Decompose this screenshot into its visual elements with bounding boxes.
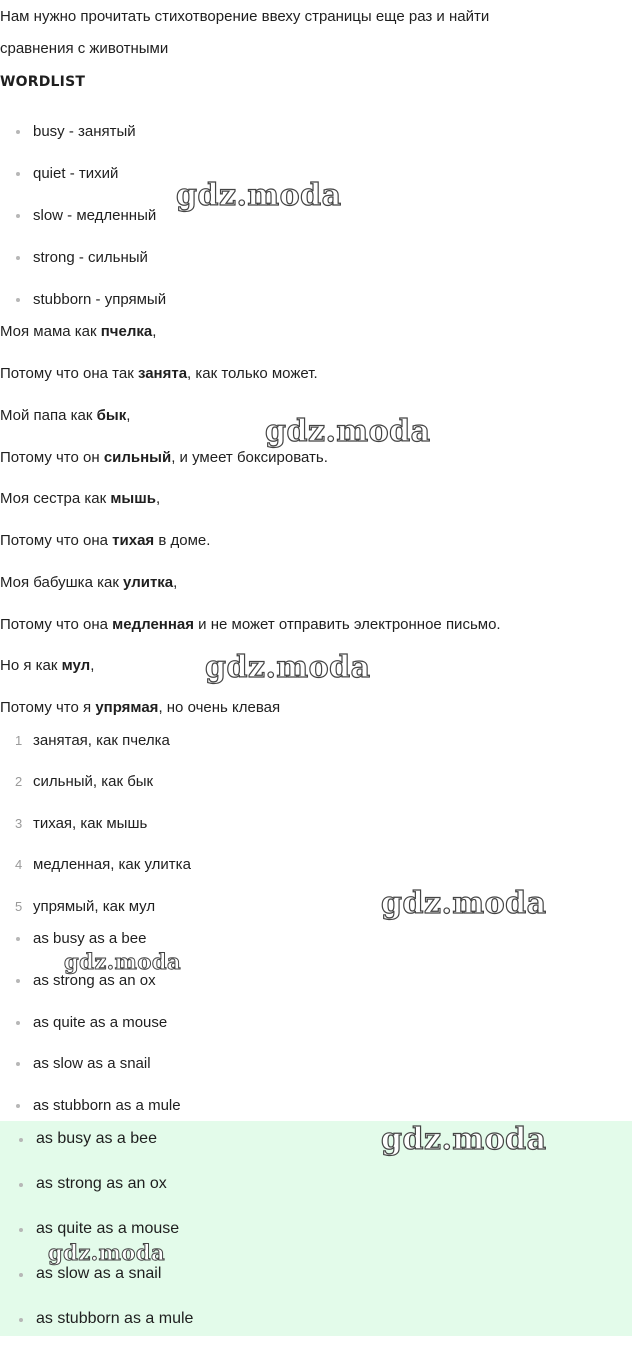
bullet-icon — [16, 214, 20, 218]
poem-line: Потому что она так занята, как только может. — [0, 365, 318, 382]
poem-line: Потому что я упрямая, но очень клевая — [0, 699, 281, 716]
watermark: gdz.moda — [381, 886, 547, 921]
watermark: gdz.moda — [381, 1122, 547, 1157]
bullet-icon — [16, 256, 20, 260]
watermark: gdz.moda — [64, 949, 182, 974]
wordlist-heading: WORDLIST — [0, 74, 86, 90]
bullet-icon — [19, 1273, 23, 1277]
watermark: gdz.moda — [48, 1240, 166, 1265]
poem-line: Потому что он сильный, и умеет боксировать. — [0, 449, 328, 466]
watermark: gdz.moda — [176, 178, 342, 213]
poem-line: Потому что она медленная и не может отправить электронное письмо. — [0, 616, 501, 633]
bullet-icon — [16, 1021, 20, 1025]
intro-line-1: Нам нужно прочитать стихотворение ввеху страницы еще раз и найти — [0, 8, 490, 25]
bullet-icon — [16, 298, 20, 302]
bullet-icon — [19, 1138, 23, 1142]
poem-line: Моя мама как пчелка, — [0, 323, 157, 340]
intro-line-2: сравнения с животными — [0, 40, 169, 57]
poem-line: Но я как мул, — [0, 657, 95, 674]
watermark: gdz.moda — [205, 650, 371, 685]
bullet-icon — [16, 937, 20, 941]
watermark: gdz.moda — [265, 414, 431, 449]
bullet-icon — [16, 1104, 20, 1108]
bullet-icon — [16, 1062, 20, 1066]
bullet-icon — [19, 1228, 23, 1232]
bullet-icon — [16, 979, 20, 983]
poem-line: Мой папа как бык, — [0, 407, 131, 424]
bullet-icon — [16, 172, 20, 176]
poem-line: Моя сестра как мышь, — [0, 490, 161, 507]
bullet-icon — [16, 130, 20, 134]
bullet-icon — [19, 1183, 23, 1187]
poem-line: Моя бабушка как улитка, — [0, 574, 178, 591]
poem-line: Потому что она тихая в доме. — [0, 532, 211, 549]
bullet-icon — [19, 1318, 23, 1322]
